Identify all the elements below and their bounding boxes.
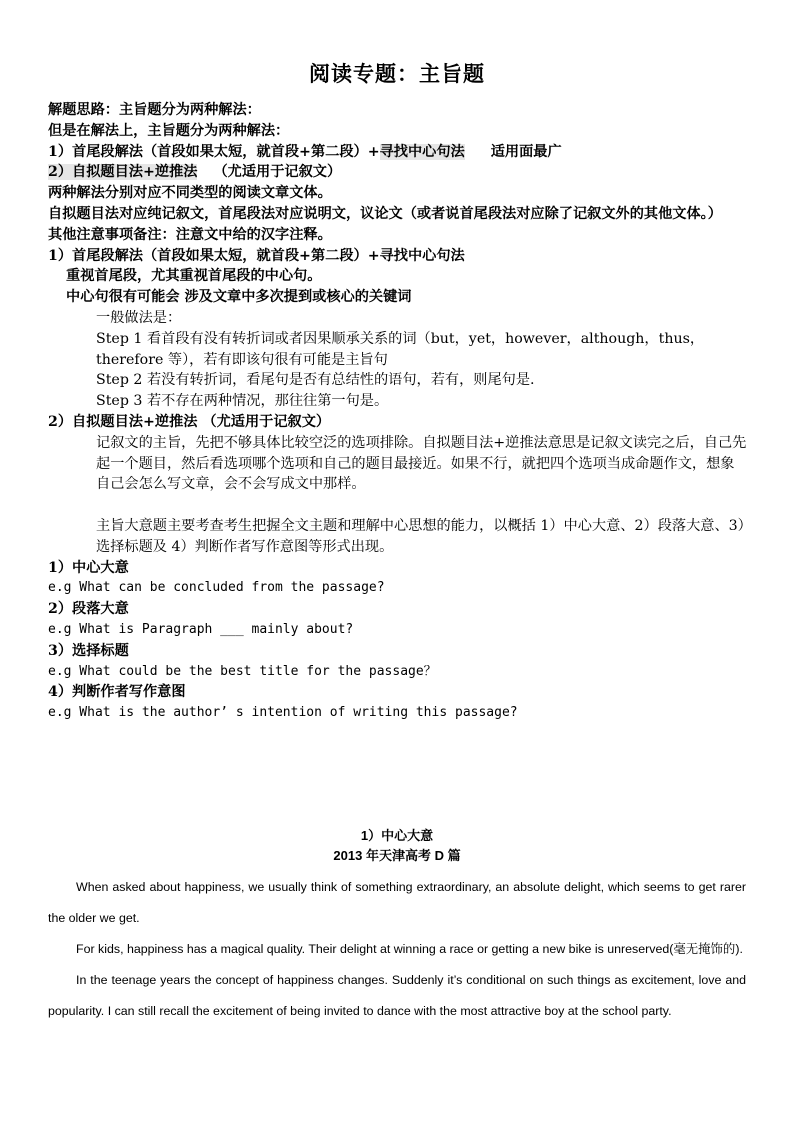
method1-text: 1）首尾段解法（首段如果太短，就首段+第二段）+ bbox=[48, 143, 380, 160]
article-paragraph-3: In the teenage years the concept of happiness changes. Suddenly it’s conditional on such things as excitement, love and popularity. I can still recall the excitement of being invited to dance with the most attractive boy at the school party. bbox=[48, 973, 746, 1018]
spacer bbox=[48, 495, 748, 516]
summary-paragraph: 主旨大意题主要考查考生把握全文主题和理解中心思想的能力，以概括 1）中心大意、2）段落大意、3）选择标题及 4）判断作者写作意图等形式出现。 bbox=[96, 517, 745, 555]
type-4-example: e.g What is the author’ s intention of writing this passage? bbox=[48, 705, 518, 721]
type-1-example: e.g What can be concluded from the passage? bbox=[48, 580, 385, 596]
intro-line-2: 但是在解法上，主旨题分为两种解法： bbox=[48, 122, 290, 139]
narrative-note: （尤适用于记叙文） bbox=[213, 164, 342, 181]
article-section bbox=[48, 826, 746, 1027]
article-heading: 1）中心大意 bbox=[360, 828, 434, 843]
type-2-example: e.g What is Paragraph ___ mainly about? bbox=[48, 621, 354, 637]
method1-point-2: 中心句很有可能会 涉及文章中多次提到或核心的关键词 bbox=[66, 289, 412, 306]
article-source: 2013 年天津高考 D 篇 bbox=[333, 848, 461, 863]
type-2-label: 2）段落大意 bbox=[48, 601, 129, 618]
applicability-note: 适用面最广 bbox=[490, 143, 562, 160]
method2-body: 记叙文的主旨，先把不够具体比较空泛的选项排除。自拟题目法+逆推法意思是记叙文读完之后，自己先起一个题目，然后看选项哪个选项和自己的题目最接近。如果不行，就把四个选项当成命题作文，想象自己会怎么写文章，会不会写成文中那样。 bbox=[96, 434, 747, 493]
method2-heading: 2）自拟题目法+逆推法 （尤适用于记叙文） bbox=[48, 413, 331, 430]
method1-general-approach: 一般做法是： bbox=[96, 309, 182, 326]
intro-line-5: 两种解法分别对应不同类型的阅读文章文体。 bbox=[48, 185, 332, 202]
method1-step-2: Step 2 若没有转折词，看尾句是否有总结性的语句，若有，则尾句是. bbox=[96, 372, 535, 389]
method1-step-1: Step 1 看首段有没有转折词或者因果顺承关系的词（but，yet，however，although，thus， bbox=[96, 330, 705, 347]
intro-line-3 bbox=[48, 142, 748, 163]
intro-line-6: 自拟题目法对应纯记叙文，首尾段法对应说明文，议论文（或者说首尾段法对应除了记叙文外的其他文体。） bbox=[48, 205, 722, 222]
intro-line-4 bbox=[48, 162, 748, 183]
page-title: 阅读专题：主旨题 bbox=[309, 61, 485, 86]
type-4-label: 4）判断作者写作意图 bbox=[48, 684, 186, 701]
type-1-label: 1）中心大意 bbox=[48, 559, 129, 576]
intro-section bbox=[48, 100, 748, 724]
method1-step-3: Step 3 若不存在两种情况，那往往第一句是。 bbox=[96, 393, 389, 410]
method1-point-1: 重视首尾段，尤其重视首尾段的中心句。 bbox=[66, 268, 322, 285]
article-paragraph-1: When asked about happiness, we usually think of something extraordinary, an absolute delight, which seems to get rarer the older we get. bbox=[48, 880, 746, 925]
highlighted-method: 寻找中心句法 bbox=[379, 143, 465, 160]
type-3-example: e.g What could be the best title for the passage？ bbox=[48, 663, 437, 679]
type-3-label: 3）选择标题 bbox=[48, 642, 129, 659]
method1-step-1-continued: therefore 等），若有即该句很有可能是主旨句 bbox=[96, 351, 388, 368]
intro-line-7: 其他注意事项备注：注意文中给的汉字注释。 bbox=[48, 226, 332, 243]
highlighted-method-2: 2）自拟题目法+逆推法 bbox=[48, 164, 198, 181]
article-paragraph-2: For kids, happiness has a magical quality. Their delight at winning a race or getting a new bike is unreserved(毫无掩饰的). bbox=[76, 942, 743, 956]
intro-line-1: 解题思路：主旨题分为两种解法： bbox=[48, 102, 261, 118]
method1-heading: 1）首尾段解法（首段如果太短，就首段+第二段）+寻找中心句法 bbox=[48, 247, 465, 264]
